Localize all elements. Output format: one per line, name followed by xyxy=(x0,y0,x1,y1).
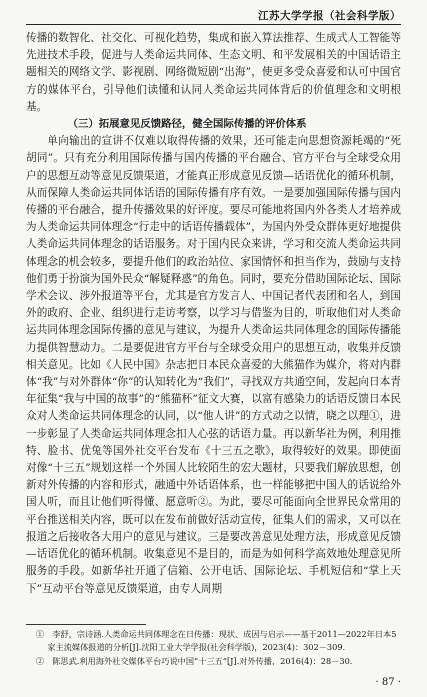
page-number: · 87 · xyxy=(375,677,401,688)
header-rule xyxy=(26,24,401,25)
paragraph-continued: 传播的数智化、社交化、可视化趋势，集成和嵌入算法推荐、生成式人工智能等先进技术手段，促进与人类命运共同体、生态文明、和平发展相关的中国话语主题相关的网络文学、影视剧、网络微短剧“出海”，使更多受众喜爱和认可中国官方的媒体平台，引导他们读懂和认同人类命运共同体背后的价值理念和文明根基。 xyxy=(26,32,401,113)
footnotes xyxy=(26,628,401,669)
footnote-rule xyxy=(26,624,146,625)
paragraph: 单向输出的宣讲不仅难以取得传播的效果，还可能走向思想资源耗竭的“死胡同”。只有充分利用国际传播与国内传播的平台融合、官方平台与全球受众用户的思想互动等意见反馈渠道，才能真正形成意见反馈—话语优化的循环机制，从而保障人类命运共同体话语的国际传播有序有效。一是要加强国际传播与国内传播的平台融合，提升传播效果的好评度。要尽可能地将国内外各类人才培养成为人类命运共同体理念“行走中的话语传播载体”，为国内外受众群体更好地提供人类命运共同体理念的话语服务。对于国内民众来讲，学习和交流人类命运共同体理念的机会较多，要提升他们的政治站位、家国情怀和担当作为，鼓励与支持他们勇于扮演为国外民众“解疑释惑”的角色。同时，要充分借助国际论坛、国际学术会议、涉外报道等平台，尤其是官方发言人、中国记者代表团和名人，到国外的政府、企业、组织进行走访考察，以学习与借鉴为目的，听取他们对人类命运共同体理念国际传播的意见与建议，为提升人类命运共同体理念的国际传播能力提供智慧动力。二是要促进官方平台与全球受众用户的思想互动，收集并反馈相关意见。比如《人民中国》杂志把日本民众喜爱的大熊猫作为媒介，将对内群体“我”与对外群体“你”的认知转化为“我们”，寻找双方共通空间，发起向日本青年征集“我与中国的故事”的“熊猫杯”征文大赛，以富有感染力的话语反馈日本民众对人类命运共同体理念的认同，以“他人讲”的方式动之以情，晓之以理①，进一步彰显了人类命运共同体理念扣人心弦的话语力量。再以新华社为例，利用推特、脸书、优兔等国外社交平台发布《十三五之歌》，取得较好的效果。即使面对像“十三五”规划这样一个外国人比较陌生的宏大题材，只要我们解放思想，创新对外传播的内容和形式，融通中外话语体系，也一样能够把中国人的话说给外国人听，而且让他们听得懂、愿意听②。为此，要尽可能面向全世界民众常用的平台推送相关内容，既可以在发布前做好活动宣传，征集人们的需求，又可以在报道之后接收各大用户的意见与建议。三是要改善意见处理方法，形成意见反馈—话语优化的循环机制。收集意见不是目的，而是为如何科学高效地处理意见所服务的手段。如新华社开通了信箱、公开电话、国际论坛、手机短信和“掌上天下”互动平台等意见反馈渠道，由专人周期 xyxy=(26,135,401,595)
footnote-1: ① 李舒，宗诗涵.人类命运共同体理念在日传播：现状、成因与启示——基于2011—2022年日本5家主流媒体报道的分析[J].沈阳工业大学学报(社会科学版)，2023(4)：302－309. xyxy=(35,629,397,652)
section-heading: （三）拓展意见反馈路径，健全国际传播的评价体系 xyxy=(67,118,307,131)
running-header: 江苏大学学报（社会科学版） xyxy=(258,10,401,22)
body-text xyxy=(26,30,401,598)
footnote-2: ② 陈思武.利用海外社交媒体平台巧说中国“十三五”[J].对外传播，2016(4)：28－30. xyxy=(35,656,353,666)
